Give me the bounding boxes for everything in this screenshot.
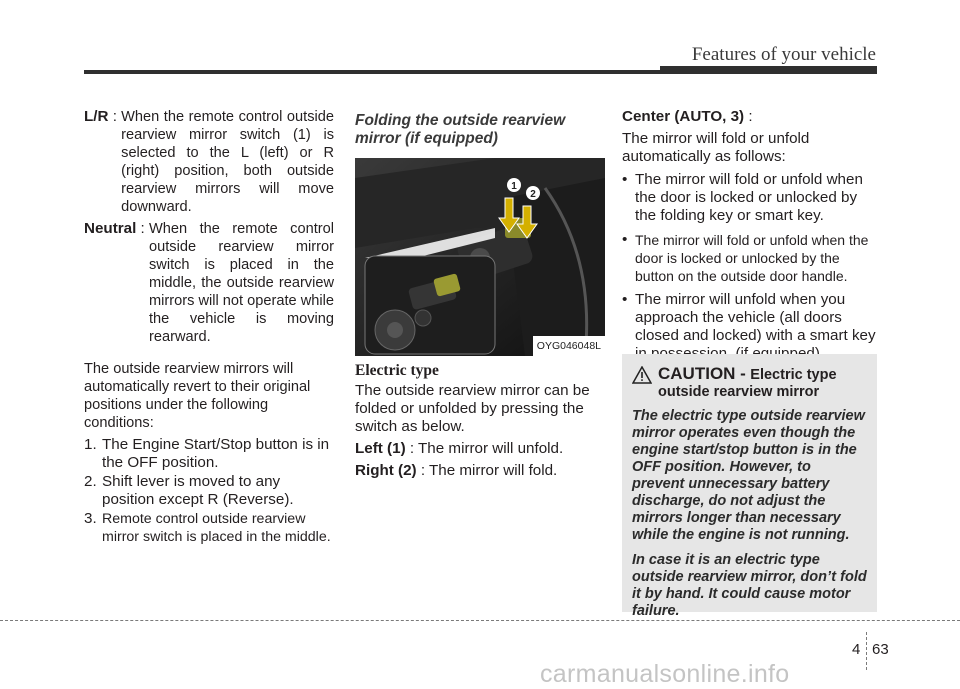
list-item: 2. Shift lever is moved to any position except R (Reverse).: [84, 473, 294, 508]
page-divider: [866, 632, 867, 670]
right-term: Right (2): [355, 462, 417, 479]
warning-triangle-icon: [632, 366, 658, 389]
def-body-neutral: When the remote control outside rearview mirror switch is placed in the middle, the outside rearview mirrors will not operate while the vehicle is moving rearward.: [149, 221, 334, 345]
center-term: Center (AUTO, 3): [622, 108, 745, 125]
section-number: 4: [852, 641, 861, 658]
right-text: The mirror will fold.: [429, 462, 558, 479]
auto-fold-conditions: [622, 171, 877, 363]
callout-1: 1: [511, 181, 517, 192]
list-item: • The mirror will fold or unfold when the door is locked or unlocked by the folding key or smart key.: [622, 171, 863, 224]
list-item: 1. The Engine Start/Stop button is in the OFF position.: [84, 436, 330, 471]
def-term-neutral: Neutral: [84, 220, 137, 237]
electric-type-heading: Electric type: [355, 362, 439, 379]
caution-subject-2: outside rearview mirror: [658, 384, 820, 400]
column-2: [355, 112, 605, 480]
list-item: 3. Remote control outside rearview mirror switch is placed in the middle.: [84, 510, 331, 545]
figure-caption: OYG046048L: [533, 336, 605, 356]
caution-para-2: In case it is an electric type outside rearview mirror, don’t fold it by hand. It could cause motor failure.: [632, 552, 867, 619]
right-definition: Right (2) : The mirror will fold.: [355, 462, 558, 479]
caution-subject-1: Electric type: [750, 367, 837, 383]
list-item: • The mirror will fold or unfold when the door is locked or unlocked by the button on the outside door handle.: [622, 231, 869, 284]
page-number: 63: [872, 641, 889, 658]
watermark: carmanualsonline.info: [540, 660, 790, 688]
def-term-lr: L/R: [84, 108, 109, 125]
left-text: The mirror will unfold.: [418, 440, 564, 457]
callout-2: 2: [530, 189, 536, 200]
column-3: [622, 108, 877, 369]
revert-intro: The outside rearview mirrors will automatically revert to their original positions under the following conditions:: [84, 361, 311, 431]
footer-rule: [0, 620, 960, 621]
list-item: • The mirror will unfold when you approach the vehicle (all doors closed and locked) with a smart key: [622, 291, 876, 344]
electric-type-text: The outside rearview mirror can be folded or unfolded by pressing the switch as below.: [355, 382, 590, 435]
left-definition: Left (1) : The mirror will unfold.: [355, 440, 564, 457]
center-definition: Center (AUTO, 3) :: [622, 108, 753, 125]
door-panel-illustration: [355, 158, 605, 356]
center-text: The mirror will fold or unfold automatically as follows:: [622, 130, 810, 165]
section-heading: Folding the outside rearview mirror (if equipped): [355, 112, 566, 147]
caution-para-1: The electric type outside rearview mirror operates even though the engine start/stop button is in the OFF position. However, to prevent unnecessary battery discharge, do not adjust the mirrors longer than necessary while the engine is not running.: [632, 408, 865, 543]
header-rule: [84, 70, 877, 74]
caution-box: [622, 354, 877, 619]
def-neutral: Neutral : When the remote control outside rearview mirror switch is placed in the middle, the outside rearview mirrors will not operate while the vehicle is moving rearward.: [84, 220, 334, 345]
revert-conditions: [84, 436, 334, 546]
running-header: Features of your vehicle: [691, 44, 876, 65]
caution-title: [632, 364, 867, 400]
caution-body: [632, 408, 867, 620]
def-lr: L/R : When the remote control outside rearview mirror switch (1) is selected to the L (left) or R (right) position, both outside rearview mirrors will move downward.: [84, 108, 334, 215]
def-body-lr: When the remote control outside rearview mirror switch (1) is selected to the L (left) or R (right) position, both outside rearview mirrors will move downward.: [121, 109, 334, 215]
caution-label: CAUTION -: [658, 364, 746, 383]
left-term: Left (1): [355, 440, 406, 457]
mirror-switch-photo: [355, 158, 605, 356]
column-1: [84, 108, 334, 547]
